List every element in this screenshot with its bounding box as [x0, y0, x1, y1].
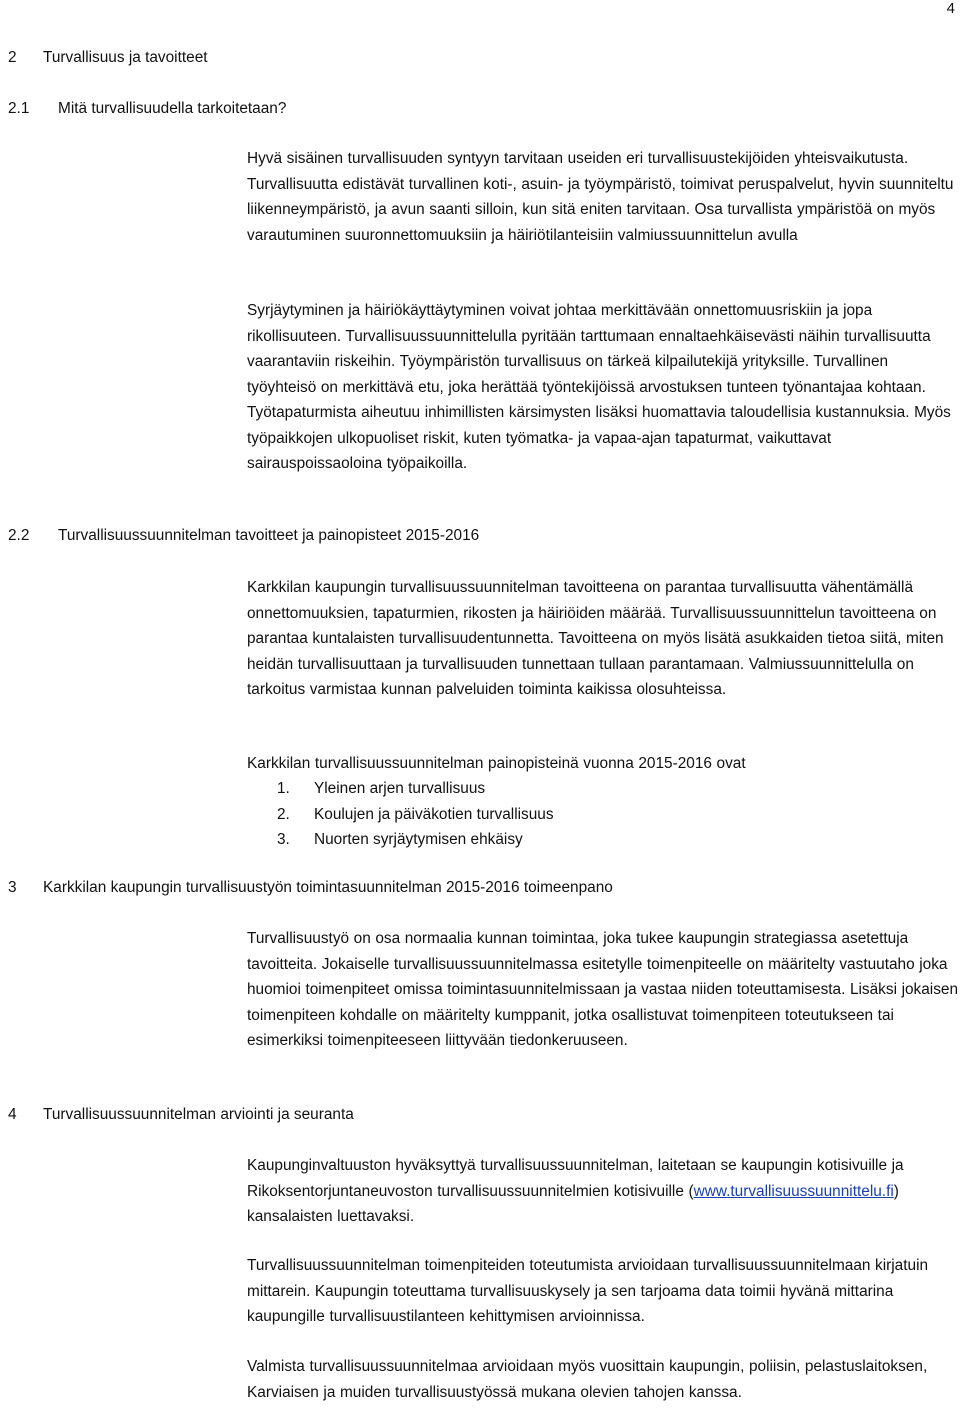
priority-list [277, 776, 554, 853]
paragraph: Turvallisuussuunnitelman toimenpiteiden toteutumista arvioidaan turvallisuussuunnitelmaan kirjatuin mittarein. Kaupungin toteuttama turvallisuuskysely ja sen tarjoama data toimii hyvänä mittarina kaupungille turvallisuustilanteen kehittymisen arvioinnissa. [247, 1257, 929, 1325]
paragraph: Hyvä sisäinen turvallisuuden syntyyn tarvitaan useiden eri turvallisuustekijöiden yhteisvaikutusta. Turvallisuutta edistävät turvallinen koti-, asuin- ja työympäristö, toimivat peruspalvelut, hyvin suunniteltu liikenneympäristö, ja avun saanti silloin, kun sitä eniten tarvitaan. Osa turvallista ympäristöä on myös varautuminen suuronnettomuuksiin ja häiriötilanteisiin valmiussuunnittelun avulla [247, 150, 954, 244]
heading-section-4 [8, 1104, 354, 1126]
page-number: 4 [946, 0, 955, 17]
heading-number: 3 [8, 879, 17, 896]
heading-title: Turvallisuussuunnitelman tavoitteet ja painopisteet 2015-2016 [58, 527, 480, 544]
heading-title: Turvallisuus ja tavoitteet [43, 49, 208, 66]
heading-section-2-1 [8, 98, 287, 120]
paragraph: Karkkilan kaupungin turvallisuussuunnitelman tavoitteena on parantaa turvallisuutta vähentämällä onnettomuuksien, tapaturmien, rikosten ja häiriöiden määrää. Turvallisuussuunnittelun tavoitteena on parantaa kuntalaisten turvallisuudentunnetta. Tavoitteena on myös lisätä asukkaiden tietoa siitä, miten heidän turvallisuuttaan ja turvallisuuden tunnettaan tullaan parantamaan. Valmiussuunnittelulla on tarkoitus varmistaa kunnan palveluiden toiminta kaikissa olosuhteissa. [247, 579, 944, 698]
list-item [277, 776, 554, 802]
list-item [277, 827, 554, 853]
heading-title: Turvallisuussuunnitelman arviointi ja seuranta [43, 1106, 354, 1123]
heading-title: Karkkilan kaupungin turvallisuustyön toimintasuunnitelman 2015-2016 toimeenpano [43, 879, 613, 896]
paragraph: Turvallisuustyö on osa normaalia kunnan toimintaa, joka tukee kaupungin strategiassa asetettuja tavoitteita. Jokaiselle turvallisuussuunnitelmassa esitetylle toimenpiteelle on määritelty vastuutaho joka huomioi toimenpiteet omissa toimintasuunnitelmissaan ja vastaa niiden toteuttamisesta. Lisäksi jokaisen toimenpiteen kohdalle on määritelty kumppanit, jotka osallistuvat toimenpiteen toteutukseen tai esimerkiksi toimenpiteeseen liittyvään tiedonkeruuseen. [247, 930, 959, 1049]
list-item-text: Koulujen ja päiväkotien turvallisuus [314, 805, 554, 823]
paragraph [247, 1153, 959, 1230]
heading-title: Mitä turvallisuudella tarkoitetaan? [58, 100, 287, 117]
paragraph: Valmista turvallisuussuunnitelmaa arvioidaan myös vuosittain kaupungin, poliisin, pelastuslaitoksen, Karviaisen ja muiden turvallisuustyössä mukana olevien tahojen kanssa. [247, 1358, 928, 1401]
list-item-text: Nuorten syrjäytymisen ehkäisy [314, 831, 523, 848]
heading-section-2-2 [8, 525, 480, 547]
list-item-number: 3. [277, 831, 290, 848]
heading-number: 2 [8, 49, 17, 66]
website-link[interactable]: www.turvallisuussuunnittelu.fi [693, 1182, 894, 1200]
list-item-number: 2. [277, 805, 290, 823]
list-item-number: 1. [277, 780, 290, 797]
paragraph-text: Kaupunginvaltuuston hyväksyttyä turvallisuussuunnitelman, laitetaan se kaupungin kotisivuille ja Rikoksentorjuntaneuvoston turvallisuussuunnitelmien kotisivuille ( [247, 1157, 904, 1200]
heading-number: 2.2 [8, 527, 30, 544]
paragraph: Karkkilan turvallisuussuunnitelman painopisteinä vuonna 2015-2016 ovat [247, 755, 746, 772]
list-item [277, 802, 554, 828]
heading-number: 4 [8, 1106, 17, 1123]
list-item-text: Yleinen arjen turvallisuus [314, 780, 486, 797]
heading-section-3 [8, 877, 613, 899]
heading-section-2 [8, 47, 208, 69]
paragraph: Syrjäytyminen ja häiriökäyttäytyminen voivat johtaa merkittävään onnettomuusriskiin ja jopa rikollisuuteen. Turvallisuussuunnittelulla pyritään tarttumaan ennaltaehkäisevästi näihin turvallisuutta vaarantaviin riskeihin. Työympäristön turvallisuus on tärkeä kilpailutekijä yrityksille. Turvallinen työyhteisö on merkittävä etu, joka herättää työntekijöissä arvostuksen tunteen työnantajaa kohtaan. Työtapaturmista aiheutuu inhimillisten kärsimysten lisäksi huomattavia taloudellisia kustannuksia. Myös työpaikkojen ulkopuoliset riskit, kuten työmatka- ja vapaa-ajan tapaturmat, vaikuttavat sairauspoissaoloina työpaikoilla. [247, 302, 951, 472]
paragraph-text: ) kansalaisten luettavaksi. [247, 1182, 899, 1225]
heading-number: 2.1 [8, 100, 30, 117]
